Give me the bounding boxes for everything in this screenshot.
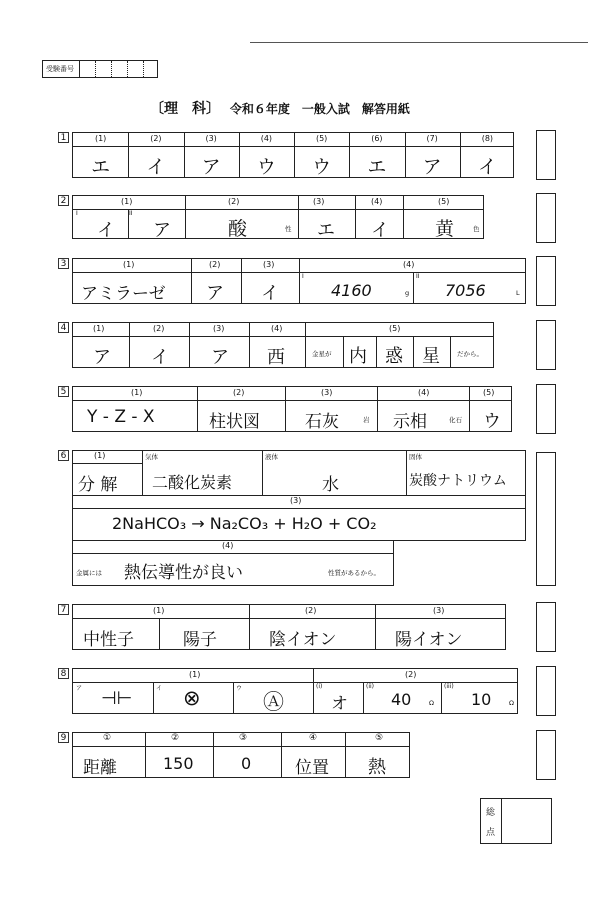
q1-label-8: (8) [481,134,494,143]
q9-answer-2: 150 [163,754,194,773]
question-number-7: 7 [58,604,69,615]
q6-label-4: (4) [222,541,234,550]
q6-label-3: (3) [290,496,302,505]
q1-label-3: (3) [205,134,217,143]
q2-sub-I: I [76,210,78,217]
q4-prefix-5: 金星が [312,350,332,358]
q6-gas-answer: 二酸化炭素 [152,473,233,492]
q4-label-5: (5) [389,324,401,333]
q1-answer-1: エ [91,156,111,178]
q1-answer-box [72,132,514,178]
q8-answer-2ii: 40 [391,690,412,709]
q3-sub-I: I [302,273,304,280]
q6-answer-1: 分 解 [78,475,118,495]
q9-label-3: ③ [239,733,248,743]
q3-label-4: (4) [403,260,415,269]
year-title: 令和６年度 一般入試 解答用紙 [229,102,410,116]
q5-label-1: (1) [131,388,143,397]
q4-answer-3: ア [211,347,229,368]
q1-label-1: (1) [94,134,107,143]
q4-answer-4: 西 [267,347,285,368]
q5-label-2: (2) [233,388,245,397]
q3-answer-1: アミラーゼ [81,284,166,304]
q7-label-1: (1) [153,606,165,615]
q2-label-2: (2) [228,197,240,206]
q9-label-1: ① [103,733,112,743]
q5-answer-box [72,386,512,432]
q6-suffix-4: 性質があるから。 [328,569,380,577]
q7-answer-1b: 陽子 [183,630,217,650]
q8-sub-i: イ [156,685,163,692]
q5-answer-5: ウ [483,411,501,432]
q3-answer-4a: 4160 [331,281,372,300]
q8-answer-2iii: 10 [471,690,492,709]
q4-label-4: (4) [271,324,283,333]
q9-answer-5: 熱 [368,757,386,778]
q6-answer-area [72,450,526,588]
q4-label-2: (2) [153,324,165,333]
q8-sub2-i: (i) [316,683,323,690]
q3-unit-L: L [516,289,520,297]
q8-unit-iii: Ω [509,699,514,707]
q1-label-5: (5) [315,134,328,143]
q8-score-box[interactable] [536,666,556,716]
q2-label-3: (3) [313,197,325,206]
q5-answer-3: 石灰 [305,412,339,432]
q8-sub-a: ア [76,685,83,692]
q7-answer-1a: 中性子 [83,630,134,650]
q9-label-2: ② [171,733,180,743]
question-number-4: 4 [58,322,69,333]
q1-answer-8: イ [477,156,497,178]
q6-prefix-4: 金属には [76,569,102,577]
q7-answer-2: 陰イオン [269,630,337,650]
top-rule [250,42,588,43]
q3-answer-2: ア [206,283,224,304]
q1-answer-2: イ [146,156,166,178]
page-title [150,98,490,118]
q5-suffix-3: 岩 [363,416,370,424]
exam-number-label: 受験番号 [46,65,74,73]
q5-label-5: (5) [483,388,495,397]
q6-solid-label: 固体 [409,453,422,461]
q7-label-3: (3) [433,606,445,615]
q9-answer-3: 0 [241,754,252,773]
q1-answer-4: ウ [256,156,276,178]
q2-answer-2: 酸 [228,218,248,240]
q4-answer-5c: 星 [422,346,440,367]
ammeter-symbol-icon: Ⓐ [263,690,284,714]
q9-label-4: ④ [309,733,318,743]
q3-answer-4b: 7056 [445,281,486,300]
q6-score-box[interactable] [536,452,556,586]
battery-symbol-icon: ⊣⊢ [101,688,133,709]
q4-answer-5b: 惑 [385,346,403,367]
q2-score-box[interactable] [536,193,556,243]
q8-sub-u: ウ [236,685,243,692]
total-label-1: 総 [486,808,496,818]
q4-label-3: (3) [213,324,225,333]
lamp-symbol-icon: ⊗ [183,686,201,710]
q6-answer-4: 熱伝導性が良い [124,563,243,583]
q2-label-5: (5) [438,197,450,206]
q3-label-2: (2) [209,260,221,269]
q5-suffix-4: 化石 [449,416,462,424]
q2-label-1: (1) [121,197,133,206]
q9-answer-box [72,732,410,778]
q1-label-6: (6) [371,134,383,143]
total-score-box[interactable] [480,798,552,844]
q1-score-box[interactable] [536,130,556,180]
q2-answer-4: イ [371,220,389,241]
q5-answer-2: 柱状図 [209,412,260,432]
question-number-5: 5 [58,386,69,397]
question-number-8: 8 [58,668,69,679]
question-number-6: 6 [58,450,69,461]
q3-score-box[interactable] [536,256,556,306]
q5-answer-4: 示相 [393,412,427,432]
q4-suffix-5: だから。 [457,350,483,358]
q2-suffix-2: 性 [285,225,292,233]
q1-label-2: (2) [150,134,162,143]
total-label-2: 点 [486,828,496,838]
q7-answer-box [72,604,506,650]
q6-gas-label: 気体 [145,453,158,461]
q3-answer-3: イ [261,283,279,304]
q8-label-2: (2) [405,670,417,679]
q9-answer-4: 位置 [295,758,329,778]
q5-label-4: (4) [418,388,430,397]
q1-label-4: (4) [260,134,273,143]
q8-answer-box [72,668,518,714]
q4-score-box[interactable] [536,320,556,370]
q8-unit-ii: Ω [429,699,434,707]
q6-solid-answer: 炭酸ナトリウム [409,473,507,489]
q3-label-1: (1) [123,260,135,269]
q3-label-3: (3) [263,260,275,269]
q3-unit-g: g [405,289,410,297]
q2-suffix-5: 色 [473,225,480,233]
q1-answer-3: ア [201,156,221,178]
q7-label-2: (2) [305,606,317,615]
q6-liquid-label: 液体 [265,453,278,461]
q7-answer-3: 陽イオン [395,630,463,650]
q8-answer-2i: オ [331,694,348,714]
q4-answer-box [72,322,494,368]
q9-score-box[interactable] [536,730,556,780]
q1-label-7: (7) [426,134,438,143]
question-number-2: 2 [58,195,69,206]
q2-answer-5: 黄 [435,218,455,240]
exam-number-box[interactable] [42,60,158,78]
q1-answer-7: ア [422,156,442,178]
question-number-3: 3 [58,258,69,269]
q6-liquid-answer: 水 [322,475,339,495]
q5-label-3: (3) [321,388,333,397]
q6-equation: 2NaHCO₃ → Na₂CO₃ + H₂O + CO₂ [112,514,377,533]
question-number-1: 1 [58,132,69,143]
q4-answer-5a: 内 [349,346,367,367]
q2-answer-1b: ア [153,220,171,241]
q1-answer-5: ウ [312,156,332,178]
q2-label-4: (4) [371,197,383,206]
q5-score-box[interactable] [536,384,556,434]
q8-sub2-iii: (iii) [444,683,454,690]
q1-answer-6: エ [367,156,387,178]
q2-sub-II: II [129,210,133,217]
q9-label-5: ⑤ [375,733,384,743]
q2-answer-box [72,195,484,239]
q4-answer-1: ア [93,347,111,368]
q2-answer-1a: イ [97,220,115,241]
q7-score-box[interactable] [536,602,556,652]
q8-sub2-ii: (ii) [366,683,375,690]
q3-sub-II: II [416,273,420,280]
question-number-9: 9 [58,732,69,743]
q5-answer-1: Y - Z - X [87,407,155,427]
q9-answer-1: 距離 [83,758,117,778]
q4-answer-2: イ [151,347,169,368]
q4-label-1: (1) [93,324,105,333]
q3-answer-box [72,258,526,304]
q2-answer-3: エ [317,220,335,241]
q6-label-1: (1) [94,451,106,460]
subject-title: 〔理 科〕 [150,101,220,117]
q8-label-1: (1) [189,670,201,679]
